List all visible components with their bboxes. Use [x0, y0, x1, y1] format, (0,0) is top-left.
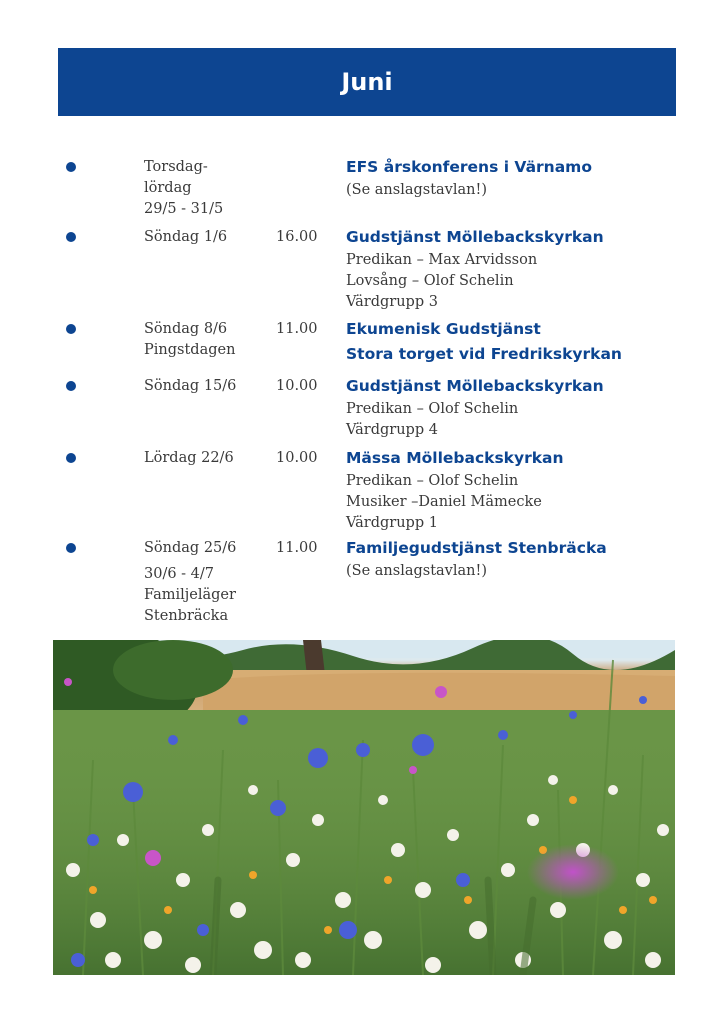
- event-date: Lördag 22/6: [144, 450, 234, 466]
- event-time: 10.00: [276, 378, 318, 394]
- event-title: EFS årskonferens i Värnamo: [346, 158, 592, 176]
- event-title: Gudstjänst Möllebackskyrkan: [346, 228, 604, 246]
- bullet: [66, 324, 76, 334]
- event-details: [346, 225, 686, 313]
- event-details: [346, 317, 686, 367]
- event-title: Gudstjänst Möllebackskyrkan: [346, 377, 604, 395]
- event-date: Söndag 15/6: [144, 378, 237, 394]
- event-date: Söndag 25/6: [144, 540, 237, 556]
- event-details: [346, 155, 686, 201]
- event-title-location: Stora torget vid Fredrikskyrkan: [346, 345, 622, 363]
- event-time: 10.00: [276, 450, 318, 466]
- event-time: 11.00: [276, 321, 318, 337]
- event-date: Söndag 8/6 Pingstdagen: [144, 321, 236, 358]
- event-date: Söndag 1/6: [144, 229, 228, 245]
- event-date-extra: 30/6 - 4/7 Familjeläger Stenbräcka: [144, 566, 236, 624]
- event-line: Värdgrupp 4: [346, 422, 438, 438]
- event-line: (Se anslagstavlan!): [346, 563, 487, 579]
- event-title: Familjegudstjänst Stenbräcka: [346, 539, 607, 557]
- month-header: [58, 48, 676, 116]
- event-line: Predikan – Olof Schelin: [346, 401, 519, 417]
- event-date: Torsdag- lördag 29/5 - 31/5: [144, 159, 224, 217]
- event-details: [346, 374, 686, 441]
- event-title: Ekumenisk Gudstjänst: [346, 320, 541, 338]
- event-line: Predikan – Max Arvidsson: [346, 252, 538, 268]
- event-line: Lovsång – Olof Schelin: [346, 273, 514, 289]
- event-line: (Se anslagstavlan!): [346, 182, 487, 198]
- event-time: 16.00: [276, 229, 318, 245]
- event-time: 11.00: [276, 540, 318, 556]
- event-line: Predikan – Olof Schelin: [346, 473, 519, 489]
- event-title: Mässa Möllebackskyrkan: [346, 449, 564, 467]
- bullet: [66, 453, 76, 463]
- bullet: [66, 232, 76, 242]
- month-title: Juni: [341, 68, 393, 96]
- event-line: Musiker –Daniel Mämecke: [346, 494, 542, 510]
- wildflower-meadow-photo: [53, 640, 675, 975]
- bullet: [66, 162, 76, 172]
- event-details: [346, 536, 686, 582]
- bullet: [66, 381, 76, 391]
- event-details: [346, 446, 686, 534]
- event-line: Värdgrupp 3: [346, 294, 438, 310]
- event-line: Värdgrupp 1: [346, 515, 438, 531]
- bullet: [66, 543, 76, 553]
- meadow-illustration: [53, 640, 675, 975]
